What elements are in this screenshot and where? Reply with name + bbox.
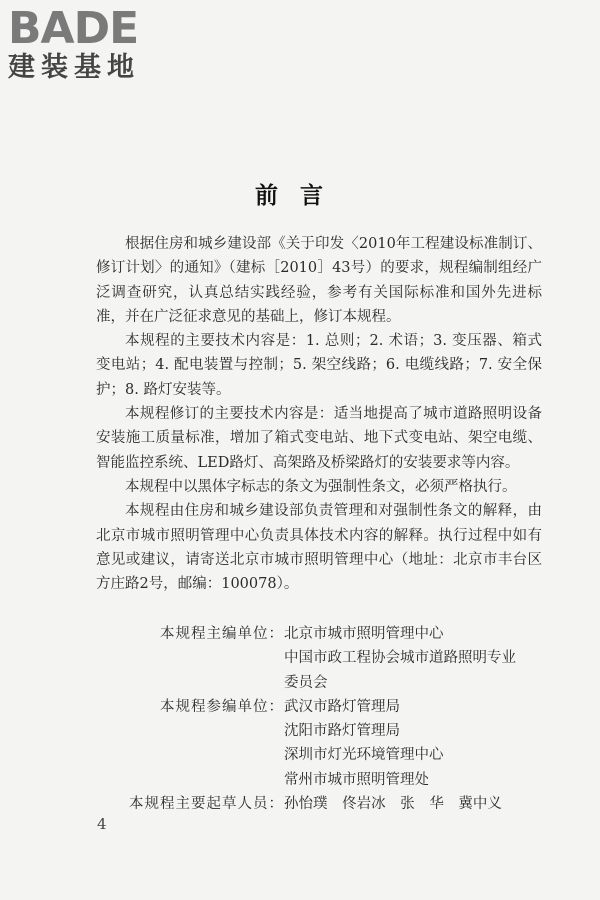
paragraph: 本规程中以黑体字标志的条文为强制性条文，必须严格执行。 [125, 478, 517, 495]
paragraph: 本规程由住房和城乡建设部负责管理和对强制性条文的解释，由北京市城市照明管理中心负责具体技术内容的解释。执行过程中如有意见或建议，请寄送北京市城市照明管理中心（地址：北京市丰台区方庄路2号，邮编：100078）。 [96, 503, 542, 593]
participants-label: 本规程参编单位： [160, 698, 284, 715]
chief-editor-unit: 委员会 [284, 674, 328, 691]
participant-unit: 沈阳市路灯管理局 [284, 723, 400, 740]
paragraph: 根据住房和城乡建设部《关于印发〈2010年工程建设标准制订、修订计划〉的通知》（建标［2010］43号）的要求，规程编制组经广泛调查研究，认真总结实践经验，参考有关国际标准和国外先进标准，并在广泛征求意见的基础上，修订本规程。 [96, 236, 542, 325]
participant-unit: 常州市城市照明管理处 [284, 771, 429, 788]
chief-editor-unit: 北京市城市照明管理中心 [284, 626, 444, 642]
preface-body [96, 232, 542, 596]
chief-editor-label: 本规程主编单位： [160, 626, 284, 642]
bade-logo [8, 3, 178, 86]
logo-subtitle: 建装基地 [8, 52, 140, 83]
drafters-row [96, 792, 556, 816]
chief-editor-unit: 中国市政工程协会城市道路照明专业 [284, 650, 516, 667]
participant-unit: 武汉市路灯管理局 [284, 698, 400, 715]
paragraph: 本规程修订的主要技术内容是：适当地提高了城市道路照明设备安装施工质量标准，增加了箱式变电站、地下式变电站、架空电缆、智能监控系统、LED路灯、高架路及桥梁路灯的安装要求等内容。 [96, 406, 542, 471]
drafters-label: 本规程主要起草人员： [129, 796, 284, 813]
drafter-names: 孙怡璞 佟岩冰 张 华 冀中义 [284, 796, 502, 813]
logo-mark: BADE [8, 3, 139, 54]
participant-unit: 深圳市灯光环境管理中心 [284, 747, 444, 764]
paragraph: 本规程的主要技术内容是：1. 总则；2. 术语；3. 变压器、箱式变电站；4. 配电装置与控制；5. 架空线路；6. 电缆线路；7. 安全保护；8. 路灯安装等。 [96, 333, 542, 398]
participant-row [96, 695, 556, 719]
page-number: 4 [97, 815, 107, 833]
page-title: 前言 [255, 182, 345, 209]
chief-editor-row [96, 622, 556, 646]
organizations-list [96, 622, 556, 816]
